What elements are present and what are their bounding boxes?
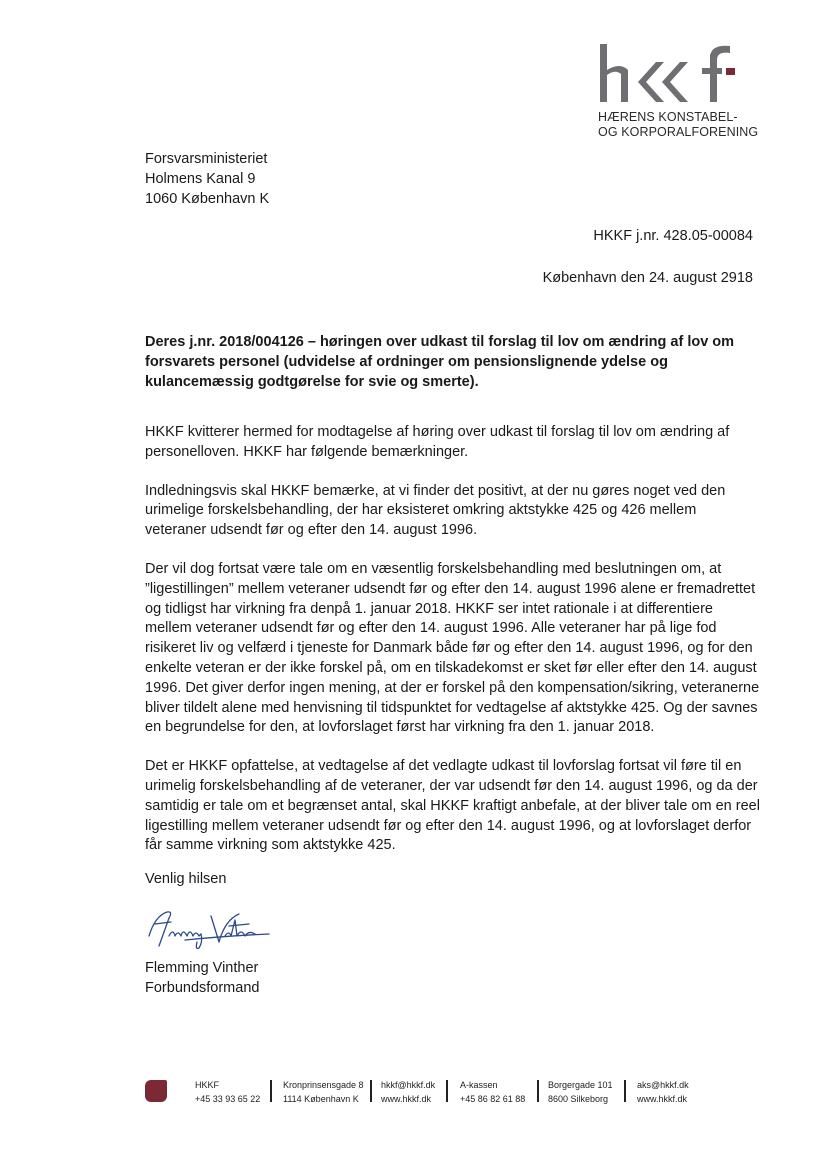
footer-text: Borgergade 101 <box>548 1080 613 1090</box>
recipient-line2: Holmens Kanal 9 <box>145 171 256 187</box>
footer-contact-akassen <box>460 1078 525 1106</box>
footer-web-link[interactable]: www.hkkf.dk <box>637 1094 688 1104</box>
subject-line: Deres j.nr. 2018/004126 – høringen over udkast til forslag til lov om ændring af lov om forsvarets personel (udvidelse af ordninger om pensionslignende ydelse og kulancemæssig godtgørelse for svie og smerte). <box>145 334 735 390</box>
footer-text: A-kassen <box>460 1080 498 1090</box>
footer-email-link[interactable]: hkkf@hkkf.dk <box>381 1080 436 1090</box>
recipient-line3: 1060 København K <box>145 191 270 207</box>
hkkf-logo <box>598 44 758 140</box>
footer-divider <box>537 1080 539 1102</box>
footer-address-akassen <box>548 1078 613 1106</box>
signer-block <box>145 958 259 998</box>
footer-web-hkkf <box>381 1078 435 1106</box>
logo-name-line1: HÆRENS KONSTABEL- <box>598 110 738 124</box>
hkkf-footer-mark-icon <box>145 1080 167 1102</box>
recipient-line1: Forsvarsministeriet <box>145 151 268 167</box>
reference-number: HKKF j.nr. 428.05-00084 <box>593 228 753 244</box>
closing-phrase: Venlig hilsen <box>145 871 227 887</box>
footer-contact-hkkf <box>195 1078 260 1106</box>
footer-text: 8600 Silkeborg <box>548 1094 609 1104</box>
recipient-address <box>145 149 269 209</box>
signer-title: Forbundsformand <box>145 980 260 996</box>
paragraph: Det er HKKF opfattelse, at vedtagelse af det vedlagte udkast til lovforslag fortsat vil føre til en urimelig forskelsbehandling af de veteraner, der var udsendt før den 14. august 1996, og da der samtidig er tale om et begrænset antal, skal HKKF kraftigt anbefale, at der bliver tale om en reel ligestilling mellem veteraner udsendt før og efter den 14. august 1996, og at lovforslaget derfor får samme virkning som aktstykke 425. <box>145 758 760 854</box>
footer-text: +45 33 93 65 22 <box>195 1094 261 1104</box>
footer-web-link[interactable]: www.hkkf.dk <box>381 1094 432 1104</box>
handwritten-signature <box>145 906 275 952</box>
hkkf-logo-mark <box>598 44 744 104</box>
letter-footer <box>0 1076 828 1110</box>
paragraph: Der vil dog fortsat være tale om en væsentlig forskelsbehandling med beslutningen om, at ”ligestillingen” mellem veteraner udsendt før og efter den 14. august 1996 alene er fremadrettet og tidligst har virkning fra denpå 1. januar 2018. HKKF ser intet rationale i at differentiere mellem veteraner udsendt før og efter den 14. august 1996. Alle veteraner har på lige fod risikeret liv og velfærd i tjeneste for Danmark både før og efter den 14. august 1996, og for den enkelte veteran er der ikke forskel på, om en tilskadekomst er sket før eller efter den 14. august 1996. Det giver derfor ingen mening, at der er forskel på den kompensation/sikring, veteranerne bliver tildelt alene med henvisning til tidspunktet for vedtagelse af aktstykke 425. Og der savnes en begrundelse for den, at lovforslaget først har virkning fra den 1. januar 2018. <box>145 560 760 736</box>
footer-text: Kronprinsensgade 8 <box>283 1080 364 1090</box>
paragraph: Indledningsvis skal HKKF bemærke, at vi finder det positivt, at der nu gøres noget ved den urimelige forskelsbehandling, der har eksisteret omkring aktstykke 425 og 426 mellem veteraner udsendt før og efter den 14. august 1996. <box>145 482 726 539</box>
logo-name-line2: OG KORPORALFORENING <box>598 125 759 139</box>
footer-divider <box>446 1080 448 1102</box>
footer-web-akassen <box>637 1078 689 1106</box>
footer-text: HKKF <box>195 1080 220 1090</box>
signer-name: Flemming Vinther <box>145 960 259 976</box>
paragraph: HKKF kvitterer hermed for modtagelse af høring over udkast til forslag til lov om ændring af personelloven. HKKF har følgende bemærkninger. <box>145 424 730 460</box>
footer-text: +45 86 82 61 88 <box>460 1094 526 1104</box>
letter-body <box>145 423 760 875</box>
footer-address-hkkf <box>283 1078 364 1106</box>
footer-divider <box>370 1080 372 1102</box>
letter-date: København den 24. august 2918 <box>542 270 753 286</box>
footer-divider <box>624 1080 626 1102</box>
footer-divider <box>270 1080 272 1102</box>
footer-email-link[interactable]: aks@hkkf.dk <box>637 1080 689 1090</box>
footer-text: 1114 København K <box>283 1094 359 1104</box>
